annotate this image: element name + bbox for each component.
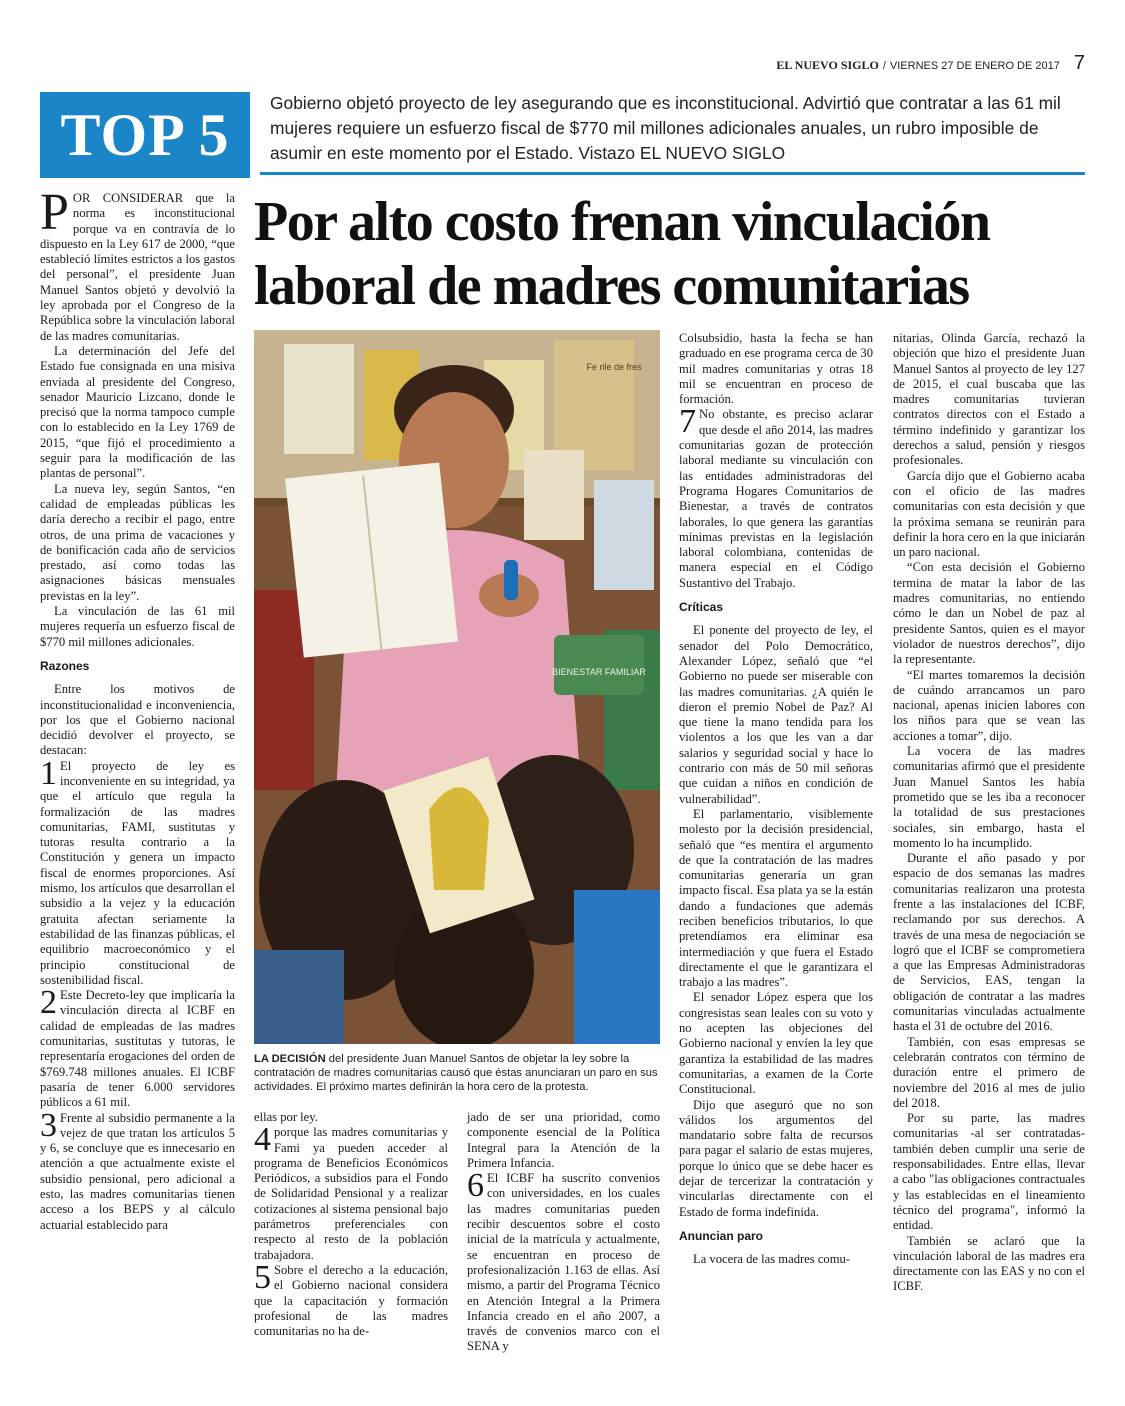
paragraph: ellas por ley. xyxy=(254,1110,318,1124)
point-number: 6 xyxy=(467,1167,484,1205)
paragraph: La vocera de las madres comunitarias afirmó que el presidente Juan Manuel Santos les había prometido que se les iba a reconocer la totalidad de sus prestaciones sociales, sin embargo, hasta el momento lo ha incumplido. xyxy=(893,744,1085,850)
numbered-point-5: 5 Sobre el derecho a la educación, el Gobierno nacional considera que la capacitación y formación profesional de las madres comunitarias no ha de- xyxy=(254,1258,448,1339)
caption-lead: LA DECISIÓN xyxy=(254,1053,326,1065)
numbered-point-1: 1 El proyecto de ley es inconveniente en su integridad, ya que el artículo que regula la formalización de las madres comunitarias, FAMI, sustitutas y tutoras resulta contrario a la Constitución y genera un impacto fiscal de enormes proporciones. Así mismo, los artículos que desarrollan el subsidio a la vejez y la educación gratuita afectan seriamente la estabilidad de las finanzas públicas, el equilibrio macroeconómico y el principio constitucional de sostenibilidad fiscal. xyxy=(40,754,235,987)
newspaper-name: EL NUEVO SIGLO xyxy=(776,58,879,72)
page-number: 7 xyxy=(1073,52,1085,74)
paragraph: Entre los motivos de inconstitucionalidad e inconveniencia, por los que el Gobierno nacional decidió devolver el proyecto, se destacan: xyxy=(40,682,235,758)
paragraph: La vinculación de las 61 mil mujeres requería un esfuerzo fiscal de $770 mil millones adicionales. xyxy=(40,604,235,649)
paragraph: También, con esas empresas se celebrarán contratos con término de duración entre el primero de noviembre del 2016 al mes de julio del 2018. xyxy=(893,1034,1085,1110)
point-number: 3 xyxy=(40,1106,57,1144)
numbered-point-2: 2 Este Decreto-ley que implicaría la vinculación directa al ICBF en calidad de empleadas de las madres comunitarias, sustitutas y tutoras, le representaría erogaciones del orden de $769.748 millones anuales. El ICBF pasaría de tener 6.000 servidores públicos a 61 mil. xyxy=(40,984,235,1110)
photo-caption xyxy=(254,1052,660,1094)
numbered-point-4: 4 porque las madres comunitarias y Fami ya pueden acceder al programa de Beneficios Económicos Periódicos, a subsidios para el Fondo de Solidaridad Pensional y a realizar cotizaciones al sistema pensional bajo parámetros preferenciales con respecto al resto de la población trabajadora. xyxy=(254,1121,448,1262)
point-number: 7 xyxy=(679,403,696,441)
numbered-point-6: 6 El ICBF ha suscrito convenios con universidades, en los cuales las madres comunitarias pueden recibir descuentos sobre el costo inicial de la matrícula y actualmente, se encuentran en proceso de profesionalización 1.163 de ellas. Así mismo, a partir del Programa Técnico en Atención Integral a la Primera Infancia creado en el año 2007, a través de convenios marco con el SENA y xyxy=(467,1167,660,1354)
subhead-criticas: Críticas xyxy=(679,600,724,615)
article-column-5 xyxy=(893,331,1085,1295)
masthead-separator: / xyxy=(882,60,886,72)
paragraph: jado de ser una prioridad, como componente esencial de la Política Integral para la Atención de la Primera Infancia. xyxy=(467,1110,660,1170)
section-tag: TOP 5 xyxy=(40,92,250,178)
numbered-point-7: 7 No obstante, es preciso aclarar que desde el año 2014, las madres comunitarias gozan de protección laboral mediante su vinculación con las entidades administradoras del Programa Hogares Comunitarios de Bienestar, a través de contratos laborales, lo que genera las garantías mínimas previstas en la legislación laboral colombiana, contenidas de manera especial en el Código Sustantivo del Trabajo. xyxy=(679,403,873,590)
paragraph: García dijo que el Gobierno acaba con el oficio de las madres comunitarias con esta decisión y que la próxima semana se reunirán para definir la hora cero en la que iniciarán un paro nacional. xyxy=(893,468,1085,560)
headline: Por alto costo frenan vinculación laboral de madres comunitarias xyxy=(254,191,990,317)
paragraph: La vocera de las madres comu- xyxy=(693,1252,850,1267)
paragraph: El senador López espera que los congresistas sean leales con su voto y no acepten las objeciones del Gobierno nacional y envíen la ley que garantiza la estabilidad de las madres comunitarias, a examen de la Corte Constitucional. xyxy=(679,990,873,1097)
photo-illustration xyxy=(254,330,660,1044)
book-title: Fe rile de fres xyxy=(586,362,642,372)
masthead xyxy=(776,52,1085,75)
paragraph: El parlamentario, visiblemente molesto por la decisión presidencial, señaló que “es mentira el argumento de que la contratación de las madres comunitarias generaría un gran impacto fiscal. Esa plata ya se la están dando a fundaciones que además reciben beneficios tributarios, lo que pretendíamos era eliminar esa intermediación y que fuera el Estado directamente el que le garantizara el trabajo a las madres”. xyxy=(679,806,873,990)
paragraph: El ponente del proyecto de ley, el senador del Polo Democrático, Alexander López, señaló que “el Gobierno no puede ser miserable con las madres comunitarias. ¿A quién le dieron el premio Nobel de Paz? Al que tiene la mano tendida para los violentos a los que les van a dar salarios y seguridad social y hace lo contrario con más de 50 mil señoras que cuidan a niños en condición de vulnerabilidad”. xyxy=(679,623,873,806)
paragraph: Dijo que aseguró que no son válidos los argumentos del mandatario sobre falta de recursos para pagar el salario de estas mujeres, porque lo único que se debe hacer es dejar de tercerizar la contratación y vincularlas directamente con el Estado de forma indefinida. xyxy=(679,1097,873,1219)
article-column-1 xyxy=(40,184,235,1233)
lead-caps: OR CONSIDERAR xyxy=(72,191,184,205)
paragraph: nitarias, Olinda García, rechazó la objeción que hizo el presidente Juan Manuel Santos al proyecto de ley 127 de 2015, el cual buscaba que las madres comunitarias tuvieran contratos directos con el Estado a término indefinido y garantizar los derechos a salud, pensión y riesgos profesionales. xyxy=(893,331,1085,468)
header-rule xyxy=(260,172,1085,175)
lead-paragraph: POR CONSIDERAR que la norma es inconstitucional porque va en contravía de lo dispuesto en la Ley 617 de 2000, “que estableció límites estrictos a los gastos del personal”, el presidente Juan Manuel Santos objetó y devolvió la ley aprobada por el Congreso de la República sobre la vinculación laboral de las madres comunitarias. xyxy=(40,184,235,343)
paragraph: También se aclaró que la vinculación laboral de las madres era directamente con las EAS y no con el ICBF. xyxy=(893,1233,1085,1294)
article-column-4 xyxy=(679,331,873,1268)
point-number: 5 xyxy=(254,1258,271,1296)
drop-cap: P xyxy=(40,184,69,241)
point-number: 1 xyxy=(40,754,57,792)
paragraph: Colsubsidio, hasta la fecha se han graduado en ese programa cerca de 30 mil madres comunitarias y otras 18 mil se encuentran en proceso de formación. xyxy=(679,331,873,407)
issue-date: VIERNES 27 DE ENERO DE 2017 xyxy=(889,60,1060,72)
paragraph: Durante el año pasado y por espacio de dos semanas las madres comunitarias realizaron una protesta frente a las instalaciones del ICBF, reclamando por sus derechos. A través de una mesa de negociación se logró que el ICBF se comprometiera a que las Empresas Administradoras de Servicios, EAS, tengan la obligación de contratar a las madres comunitarias vinculadas actualmente hasta el 31 de octubre del 2016. xyxy=(893,851,1085,1034)
paragraph: Por su parte, las madres comunitarias -al ser contratadas- también deben cumplir una serie de responsabilidades. Entre ellas, llevar a cabo "las obligaciones contractuales y las establecidas en el lineamiento técnico del programa", informó la entidad. xyxy=(893,1111,1085,1233)
numbered-point-3: 3 Frente al subsidio permanente a la vejez de que tratan los artículos 5 y 6, se concluye que es innecesario en atención a que actualmente existe el subsidio pensional, pero adicional a esto, las madres comunitarias tienen acceso a los BEPS y al cálculo actuarial establecido para xyxy=(40,1106,235,1232)
article-column-3 xyxy=(467,1110,660,1355)
article-column-2 xyxy=(254,1110,448,1339)
article-photo xyxy=(254,330,660,1044)
paragraph: “El martes tomaremos la decisión de cuándo arrancamos un paro nacional, apenas inicien labores con los niños para que se vean las acciones a tomar”, dijo. xyxy=(893,667,1085,743)
paragraph: La nueva ley, según Santos, “en calidad de empleadas públicas les daría derecho a recibir el pago, entre otros, de una prima de vacaciones y de bonificación cada año de servicios prestado, así como todas las asignaciones básicas mensuales previstas en la ley”. xyxy=(40,481,235,603)
subhead-razones: Razones xyxy=(40,658,90,673)
deck-summary: Gobierno objetó proyecto de ley asegurando que es inconstitucional. Advirtió que contratar a las 61 mil mujeres requiere un esfuerzo fiscal de $770 mil millones adicionales anuales, un rubro imposible de asumir en este momento por el Estado. Vistazo EL NUEVO SIGLO xyxy=(270,93,1061,163)
caption-text: del presidente Juan Manuel Santos de objetar la ley sobre la contratación de madres comunitarias causó que éstas anunciaran un paro en sus actividades. El próximo martes definirán la hora cero de la protesta. xyxy=(254,1053,658,1093)
paragraph: “Con esta decisión el Gobierno termina de matar la labor de las madres comunitarias, no entiendo cómo le dan un Nobel de paz al presidente Santos, quien es el mayor violador de nuestros derechos”, dijo la representante. xyxy=(893,560,1085,667)
point-number: 4 xyxy=(254,1121,271,1159)
sign-text: BIENESTAR FAMILIAR xyxy=(552,667,646,677)
point-number: 2 xyxy=(40,984,57,1022)
paragraph: La determinación del Jefe del Estado fue consignada en una misiva enviada al presidente del Congreso, senador Mauricio Lizcano, donde le precisó que la norma tampoco cumple con lo establecido en la Ley 1769 de 2015, “que fijó el procedimiento a seguir para la modificación de las plantas de personal”. xyxy=(40,343,235,481)
subhead-anuncian-paro: Anuncian paro xyxy=(679,1228,764,1243)
